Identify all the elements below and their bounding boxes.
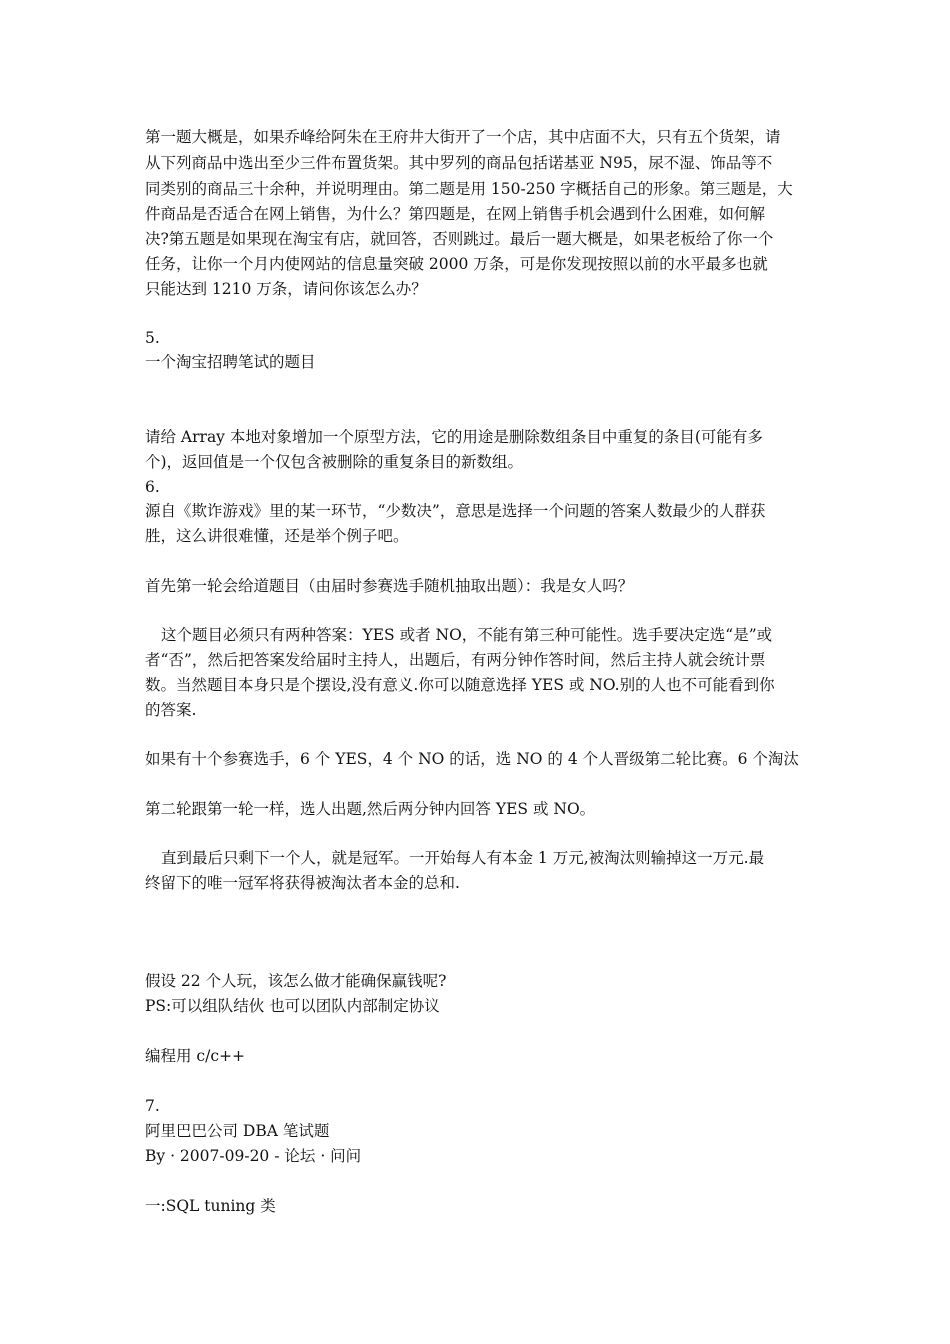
paragraph-line: 首先第一轮会给道题目（由届时参赛选手随机抽取出题）：我是女人吗？ xyxy=(145,577,634,595)
paragraph-line: 假设 22 个人玩，该怎么做才能确保赢钱呢? xyxy=(145,972,447,990)
section-title: 阿里巴巴公司 DBA 笔试题 xyxy=(145,1122,330,1140)
paragraph-line: 决?第五题是如果现在淘宝有店，就回答，否则跳过。最后一题大概是，如果老板给了你一个 xyxy=(145,230,774,248)
paragraph-line: 从下列商品中选出至少三件布置货架。其中罗列的商品包括诺基亚 N95，尿不湿、饰品等不 xyxy=(145,154,773,172)
section-number: 5. xyxy=(145,329,160,347)
paragraph-line: 直到最后只剩下一个人，就是冠军。一开始每人有本金 1 万元,被淘汰则输掉这一万元.最 xyxy=(161,849,765,867)
paragraph-line: 数。当然题目本身只是个摆设,没有意义.你可以随意选择 YES 或 NO.别的人也不可能看到你 xyxy=(145,676,775,694)
paragraph-line: 个)，返回值是一个仅包含被删除的重复条目的新数组。 xyxy=(145,453,524,471)
paragraph-line: 源自《欺诈游戏》里的某一环节，“少数决”，意思是选择一个问题的答案人数最少的人群获 xyxy=(145,502,766,520)
paragraph-line: 同类别的商品三十余种，并说明理由。第二题是用 150-250 字概括自己的形象。第三题是，大 xyxy=(145,180,793,198)
paragraph-line: 这个题目必须只有两种答案：YES 或者 NO，不能有第三种可能性。选手要决定选“是”或 xyxy=(161,626,773,644)
paragraph-line: 只能达到 1210 万条，请问你该怎么办？ xyxy=(145,280,427,298)
byline: By · 2007-09-20 - 论坛 · 问问 xyxy=(145,1147,362,1165)
paragraph-line: 件商品是否适合在网上销售，为什么？第四题是，在网上销售手机会遇到什么困难，如何解 xyxy=(145,205,766,223)
paragraph-line: 者“否”，然后把答案发给届时主持人，出题后，有两分钟作答时间，然后主持人就会统计票 xyxy=(145,651,766,669)
paragraph-line: 胜，这么讲很难懂，还是举个例子吧。 xyxy=(145,527,409,545)
paragraph-line: 编程用 c/c++ xyxy=(145,1047,245,1065)
paragraph-line: 请给 Array 本地对象增加一个原型方法，它的用途是删除数组条目中重复的条目(可能有多 xyxy=(145,428,763,446)
paragraph-line: 第二轮跟第一轮一样，选人出题,然后两分钟内回答 YES 或 NO。 xyxy=(145,800,596,818)
section-number: 7. xyxy=(145,1097,160,1115)
paragraph-line: 如果有十个参赛选手，6 个 YES，4 个 NO 的话，选 NO 的 4 个人晋级第二轮比赛。6 个淘汰 xyxy=(145,750,799,768)
section-number: 6. xyxy=(145,478,160,496)
paragraph-line: 终留下的唯一冠军将获得被淘汰者本金的总和. xyxy=(145,874,460,892)
paragraph-line: 的答案. xyxy=(145,701,197,719)
subsection-title: 一:SQL tuning 类 xyxy=(145,1197,276,1215)
paragraph-line: 任务，让你一个月内使网站的信息量突破 2000 万条，可是你发现按照以前的水平最多也就 xyxy=(145,255,768,273)
section-title: 一个淘宝招聘笔试的题目 xyxy=(145,353,316,371)
paragraph-line: PS:可以组队结伙 也可以团队内部制定协议 xyxy=(145,997,440,1015)
paragraph-line: 第一题大概是，如果乔峰给阿朱在王府井大街开了一个店，其中店面不大，只有五个货架，请 xyxy=(145,128,781,146)
